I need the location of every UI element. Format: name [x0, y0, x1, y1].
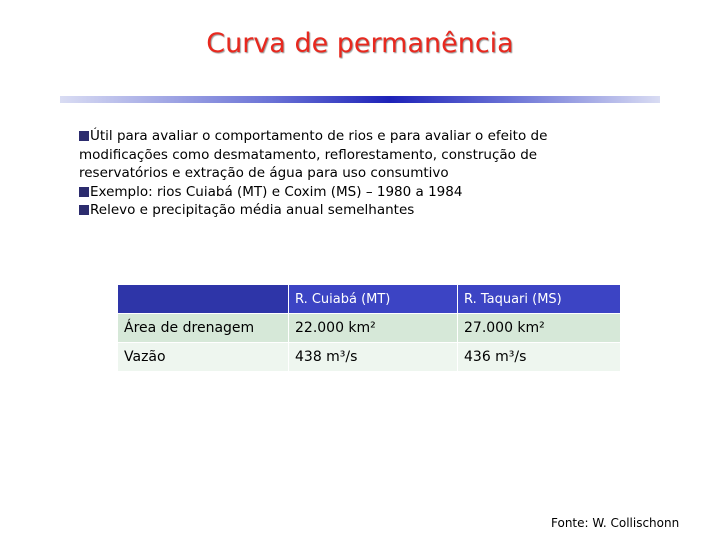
- table-header-cell: [118, 285, 289, 314]
- bullet-text: modificações como desmatamento, reflorestamento, construção de: [79, 146, 538, 163]
- square-bullet-icon: [79, 187, 89, 197]
- table-row: [118, 314, 620, 343]
- title-divider: [60, 96, 660, 103]
- bullet-item: [79, 127, 639, 183]
- bullet-text: Exemplo: rios Cuiabá (MT) e Coxim (MS) – 1980 a 1984: [90, 183, 463, 200]
- table-cell: 22.000 km²: [289, 314, 458, 343]
- source-credit: Fonte: W. Collischonn: [551, 516, 680, 530]
- bullet-list: [79, 127, 639, 220]
- bullet-item: [79, 183, 639, 202]
- table-header-cell: R. Taquari (MS): [458, 285, 621, 314]
- table-header-cell: R. Cuiabá (MT): [289, 285, 458, 314]
- bullet-text: Útil para avaliar o comportamento de rios e para avaliar o efeito de: [90, 128, 548, 144]
- slide-title: Curva de permanência: [206, 28, 514, 59]
- table-cell: 436 m³/s: [458, 343, 621, 372]
- square-bullet-icon: [79, 131, 89, 141]
- table-cell: 27.000 km²: [458, 314, 621, 343]
- table-cell: Vazão: [118, 343, 289, 372]
- table-row: [118, 343, 620, 372]
- table-header-row: [118, 285, 620, 314]
- bullet-text: reservatórios e extração de água para uso consumtivo: [79, 165, 449, 181]
- bullet-text: Relevo e precipitação média anual semelhantes: [90, 202, 415, 218]
- bullet-item: [79, 201, 639, 220]
- square-bullet-icon: [79, 205, 89, 215]
- table-cell: 438 m³/s: [289, 343, 458, 372]
- comparison-table: [118, 285, 620, 371]
- table-cell: Área de drenagem: [118, 314, 289, 343]
